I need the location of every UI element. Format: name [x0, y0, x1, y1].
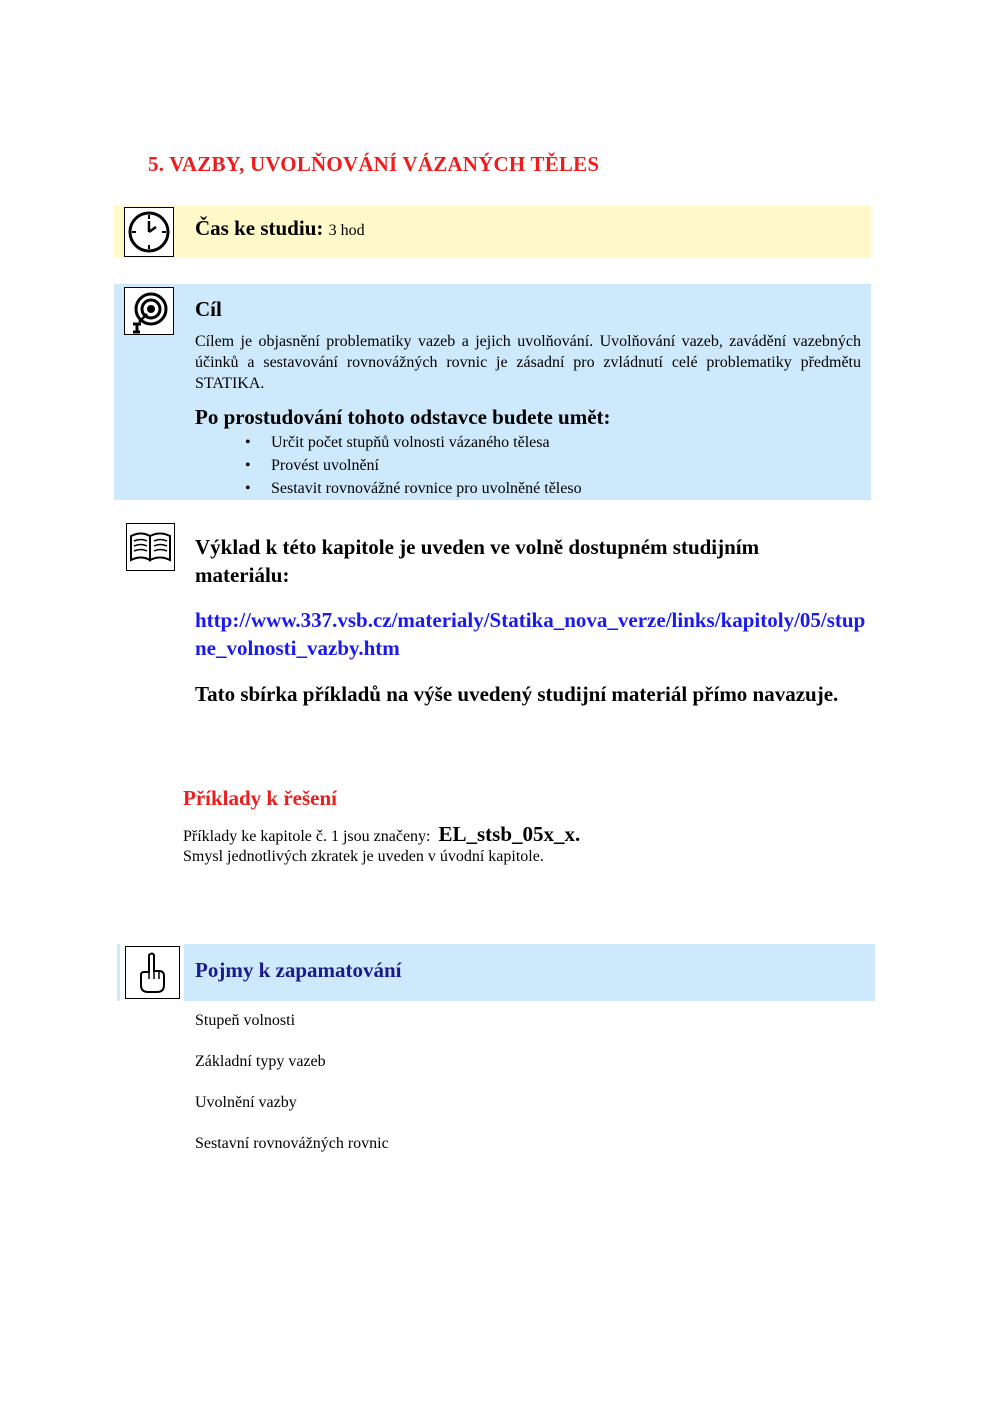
term-item: Stupeň volnosti [195, 1012, 296, 1029]
book-icon [126, 523, 175, 571]
pointing-hand-icon [125, 946, 180, 999]
examples-heading: Příklady k řešení [183, 786, 338, 810]
lecture-link[interactable]: http://www.337.vsb.cz/materialy/Statika_nova_verze/links/kapitoly/05/stupne_volnosti_vazby.htm [195, 608, 866, 660]
lecture-text: Výklad k této kapitole je uveden ve volně dostupném studijním materiálu: [195, 535, 760, 587]
bullet-icon: • [245, 457, 251, 474]
examples-code: EL_stsb_05x_x. [438, 822, 581, 846]
goal-heading: Cíl [195, 297, 222, 321]
examples-note: Smysl jednotlivých zkratek je uveden v úvodní kapitole. [183, 848, 544, 865]
bullet-icon: • [245, 480, 251, 497]
terms-heading: Pojmy k zapamatování [195, 958, 402, 982]
bullet-icon: • [245, 434, 251, 451]
term-item: Sestavní rovnovážných rovnic [195, 1135, 389, 1152]
outcomes-list [245, 432, 582, 501]
terms-band-edge [117, 944, 120, 1001]
target-icon [124, 287, 174, 335]
list-item: • Provést uvolnění [245, 457, 379, 474]
clock-icon [124, 207, 174, 257]
outcomes-heading: Po prostudování tohoto odstavce budete umět: [195, 405, 611, 429]
goal-text: Cílem je objasnění problematiky vazeb a jejich uvolňování. Uvolňování vazeb, zavádění vazebných účinků a sestavování rovnovážných rovnic je zásadní pro zvládnutí celé problematiky předmětu STATIKA. [195, 333, 861, 392]
study-time [195, 216, 365, 241]
list-item: • Určit počet stupňů volnosti vázaného tělesa [245, 434, 550, 451]
collection-note: Tato sbírka příkladů na výše uvedený studijní materiál přímo navazuje. [195, 682, 839, 706]
chapter-title: 5. VAZBY, UVOLŇOVÁNÍ VÁZANÝCH TĚLES [148, 152, 600, 176]
study-time-value: 3 hod [328, 222, 365, 239]
examples-label-text: Příklady ke kapitole č. 1 jsou značeny: [183, 828, 431, 845]
term-item: Základní typy vazeb [195, 1053, 326, 1070]
examples-label [183, 822, 580, 847]
study-time-label: Čas ke studiu: [195, 216, 324, 240]
list-item: • Sestavit rovnovážné rovnice pro uvolněné těleso [245, 480, 582, 497]
term-item: Uvolnění vazby [195, 1094, 297, 1111]
